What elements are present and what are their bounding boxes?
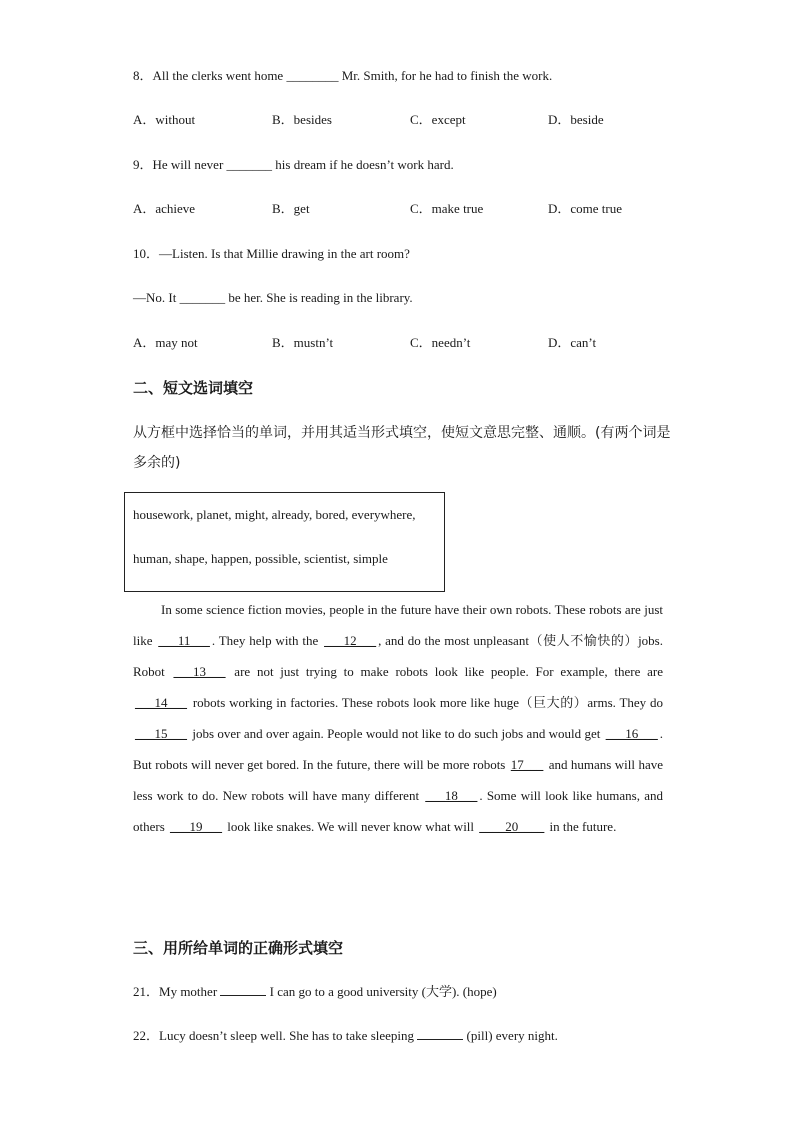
question-21: 21．My mother I can go to a good university (大学). (hope) xyxy=(133,984,497,999)
question-number: 22． xyxy=(133,1028,160,1043)
blank-17[interactable]: 17___ xyxy=(510,757,544,772)
section-2-instruction: 从方框中选择恰当的单词，并用其适当形式填空，使短文意思完整、通顺。(有两个词是多余的) xyxy=(133,425,671,471)
blank-18[interactable]: ___18___ xyxy=(425,788,478,803)
blank-15[interactable]: ___15___ xyxy=(135,726,187,741)
option-c: C．needn’t xyxy=(410,335,471,350)
section-3-heading: 三、用所给单词的正确形式填空 xyxy=(133,939,344,957)
word-bank-line-2: human, shape, happen, possible, scientist, simple xyxy=(133,551,388,566)
blank-14[interactable]: ___14___ xyxy=(135,695,187,710)
question-number: 10． xyxy=(133,246,160,261)
question-number: 8． xyxy=(133,68,153,83)
option-a: A．may not xyxy=(133,335,198,350)
option-b: B．besides xyxy=(272,112,332,127)
option-c: C．make true xyxy=(410,201,484,216)
cloze-passage: In some science fiction movies, people in the future have their own robots. These robots are just like ___11___ . They help with the ___12___ , and do the most unpleasant（使人不愉快的）jobs. Robot ___13___ are not just trying to make robots look like people. For example, there are ___14___ robots working in factories. These robots look more like huge（巨大的）arms. They do ___15___ jobs over and over again. People would not like to do such jobs and would get ___16___ . But robots will never get bored. In the future, there will be more robots 17___ and humans will have less work to do. New robots will have many different ___18___ . Some will look like humans, and others ___19___ look like snakes. We will never know what will ____20____ in the future. xyxy=(133,602,663,834)
word-bank-box xyxy=(124,492,445,592)
question-10 xyxy=(133,246,410,262)
blank-13[interactable]: ___13___ xyxy=(173,664,226,679)
option-d: D．can’t xyxy=(548,335,597,350)
option-a: A．achieve xyxy=(133,201,196,216)
blank-12[interactable]: ___12___ xyxy=(324,633,377,648)
blank-16[interactable]: ___16___ xyxy=(605,726,658,741)
option-d: D．beside xyxy=(548,112,604,127)
blank-19[interactable]: ___19___ xyxy=(170,819,223,834)
option-c: C．except xyxy=(410,112,466,127)
option-a: A．without xyxy=(133,112,196,127)
question-10-response: —No. It _______ be her. She is reading in the library. xyxy=(133,290,413,305)
option-b: B．mustn’t xyxy=(272,335,334,350)
answer-blank-22[interactable] xyxy=(417,1028,463,1040)
question-text: —Listen. Is that Millie drawing in the art room? xyxy=(159,246,410,261)
blank-20[interactable]: ____20____ xyxy=(479,819,545,834)
option-b: B．get xyxy=(272,201,310,216)
answer-blank-21[interactable] xyxy=(220,984,266,996)
question-number: 9． xyxy=(133,157,153,172)
question-number: 21． xyxy=(133,984,160,999)
question-8 xyxy=(133,68,552,84)
blank-11[interactable]: ___11___ xyxy=(158,633,210,648)
section-2-heading: 二、短文选词填空 xyxy=(133,379,254,397)
question-22: 22．Lucy doesn’t sleep well. She has to take sleeping (pill) every night. xyxy=(133,1028,558,1043)
question-text: All the clerks went home ________ Mr. Smith, for he had to finish the work. xyxy=(152,68,553,83)
word-bank-line-1: housework, planet, might, already, bored, everywhere, xyxy=(133,507,416,522)
question-text: He will never _______ his dream if he doesn’t work hard. xyxy=(152,157,454,172)
question-9 xyxy=(133,157,454,173)
option-d: D．come true xyxy=(548,201,623,216)
